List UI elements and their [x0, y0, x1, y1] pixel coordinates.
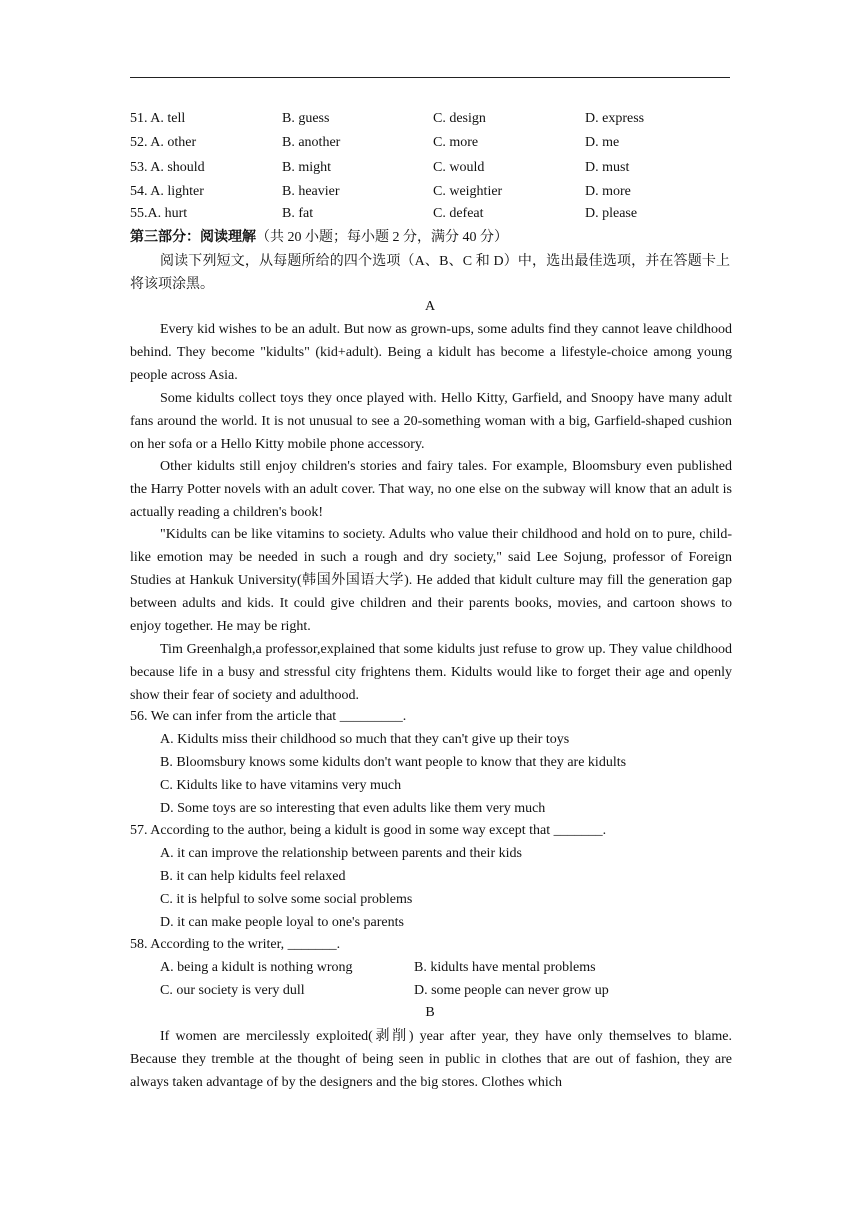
- passage-a-paragraph-3: Other kidults still enjoy children's stories and fairy tales. For example, Bloomsbury even published the Harry Potter novels with an adult cover. That way, no one else on the subway will know that an adult is actually reading a children's book!: [130, 459, 732, 520]
- passage-a-paragraph-5: Tim Greenhalgh,a professor,explained that some kidults just refuse to grow up. They value childhood because life in a busy and stressful city frightens them. Kidults would like to forget their age and openly show their fear of society and adulthood.: [130, 642, 732, 703]
- option-a: 55.A. hurt: [130, 206, 188, 221]
- question-56-option-c: C. Kidults like to have vitamins very much: [160, 778, 402, 793]
- option-d: D. please: [585, 206, 638, 221]
- option-d: D. more: [585, 184, 631, 199]
- question-56-option-d: D. Some toys are so interesting that even adults like them very much: [160, 801, 546, 816]
- question-57-option-b: B. it can help kidults feel relaxed: [160, 869, 346, 884]
- section-note: （共 20 小题；每小题 2 分，满分 40 分）: [256, 230, 508, 245]
- option-c: C. would: [433, 160, 485, 175]
- option-c: C. defeat: [433, 206, 484, 221]
- option-b: B. another: [282, 135, 341, 150]
- cloze-options-53: [130, 158, 730, 178]
- passage-a-label: A: [424, 299, 436, 314]
- option-c: C. more: [433, 135, 479, 150]
- question-57-option-d: D. it can make people loyal to one's parents: [160, 915, 404, 930]
- question-58-stem: 58. According to the writer, _______.: [130, 937, 341, 952]
- option-b: B. might: [282, 160, 332, 175]
- option-a: 51. A. tell: [130, 111, 186, 126]
- option-d: D. me: [585, 135, 620, 150]
- question-58-option-d: D. some people can never grow up: [414, 983, 609, 998]
- question-58-option-a: A. being a kidult is nothing wrong: [160, 960, 353, 975]
- passage-b-label: B: [425, 1005, 435, 1020]
- option-b: B. guess: [282, 111, 330, 126]
- option-a: 54. A. lighter: [130, 184, 204, 199]
- option-d: D. express: [585, 111, 645, 126]
- cloze-options-51: [130, 109, 730, 129]
- passage-a-paragraph-4: "Kidults can be like vitamins to society. Adults who value their childhood and hold on to pure, child-like emotion may be needed in such a rough and dry society," said Lee Sojung, professor of Foreign Studies at Hankuk University(韩国外国语大学). He added that kidult culture may fill the generation gap between adults and kids. It could give children and their parents books, movies, and cartoon shows to enjoy together. He may be right.: [130, 527, 732, 634]
- question-57-option-a: A. it can improve the relationship between parents and their kids: [160, 846, 522, 861]
- option-b: B. fat: [282, 206, 314, 221]
- option-c: C. design: [433, 111, 486, 126]
- question-57-option-c: C. it is helpful to solve some social problems: [160, 892, 413, 907]
- cloze-options-54: [130, 182, 730, 202]
- question-58-option-b: B. kidults have mental problems: [414, 960, 596, 975]
- passage-a-paragraph-2: Some kidults collect toys they once played with. Hello Kitty, Garfield, and Snoopy have many adult fans around the world. It is not unusual to see a 20-something woman with a big, Garfield-shaped cushion on her sofa or a Hello Kitty mobile phone accessory.: [130, 391, 732, 452]
- option-a: 52. A. other: [130, 135, 197, 150]
- passage-b-paragraph-1: If women are mercilessly exploited(剥削) year after year, they have only themselves to blame. Because they tremble at the thought of being seen in public in clothes that are out of fashion, they are always taken advantage of by the designers and the big stores. Clothes which: [130, 1029, 732, 1090]
- header-rule: [130, 77, 730, 78]
- option-b: B. heavier: [282, 184, 340, 199]
- question-58-option-c: C. our society is very dull: [160, 983, 305, 998]
- passage-a-paragraph-1: Every kid wishes to be an adult. But now as grown-ups, some adults find they cannot leave childhood behind. They become "kidults" (kid+adult). Being a kidult has become a lifestyle-choice among young people across Asia.: [130, 322, 732, 383]
- section-title: 第三部分：阅读理解: [130, 230, 256, 245]
- option-a: 53. A. should: [130, 160, 205, 175]
- question-56-stem: 56. We can infer from the article that _________.: [130, 709, 407, 724]
- option-d: D. must: [585, 160, 630, 175]
- cloze-options-52: [130, 133, 730, 153]
- section-heading: [130, 228, 730, 248]
- question-56-option-a: A. Kidults miss their childhood so much that they can't give up their toys: [160, 732, 570, 747]
- section-instructions: 阅读下列短文，从每题所给的四个选项（A、B、C 和 D）中，选出最佳选项，并在答题卡上将该项涂黑。: [130, 254, 730, 292]
- option-c: C. weightier: [433, 184, 503, 199]
- question-56-option-b: B. Bloomsbury knows some kidults don't want people to know that they are kidults: [160, 755, 627, 770]
- question-57-stem: 57. According to the author, being a kidult is good in some way except that _______.: [130, 823, 607, 838]
- cloze-options-55: [130, 204, 730, 224]
